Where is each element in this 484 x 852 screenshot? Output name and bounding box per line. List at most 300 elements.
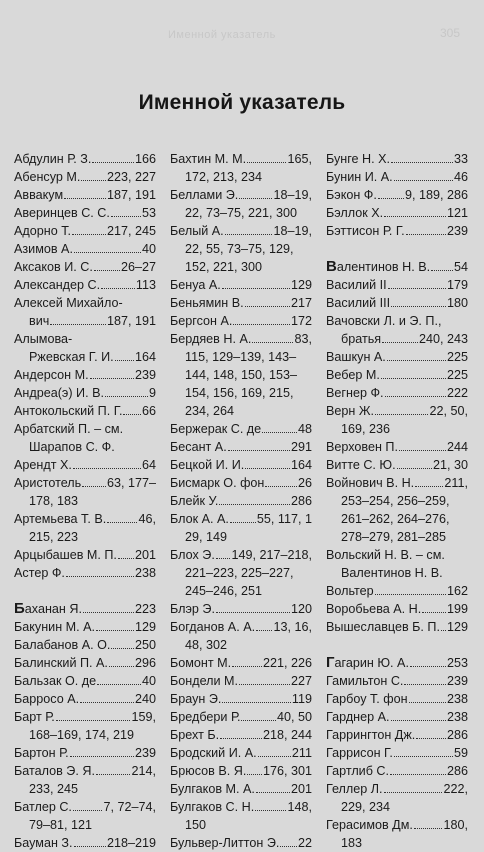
entry-continuation-line: [170, 384, 312, 402]
dot-leader: [56, 720, 131, 721]
index-entry: [14, 546, 156, 564]
page-numbers: 165,: [287, 152, 312, 166]
entry-text: Гарбоу Т. фон: [326, 692, 408, 706]
entry-text: Воробьева А. Н.: [326, 602, 422, 616]
page-numbers: 18–19,: [273, 188, 312, 202]
dot-leader: [73, 468, 141, 469]
entry-continuation-line: [170, 402, 312, 420]
dot-leader: [83, 612, 134, 613]
entry-text: Ржевская Г. И.: [29, 350, 114, 364]
entry-name-line: [170, 618, 312, 636]
page-numbers: 211: [291, 746, 312, 760]
index-entry: [170, 438, 312, 456]
entry-continuation-line: [326, 564, 468, 582]
entry-name-line: [326, 546, 468, 564]
page-numbers: 222: [446, 386, 468, 400]
bleed-through-header: Именной указатель: [168, 29, 276, 41]
entry-text: 22, 73–75, 221, 300: [185, 206, 298, 220]
index-entry: [14, 600, 156, 618]
index-entry: [14, 510, 156, 546]
page-numbers: 180: [446, 296, 468, 310]
page-numbers: 250: [134, 638, 156, 652]
page-numbers: 33: [453, 152, 468, 166]
entry-text: Белый А.: [170, 224, 224, 238]
page-numbers: 217, 245: [106, 224, 156, 238]
entry-continuation-line: [326, 834, 468, 852]
dot-leader: [381, 378, 446, 379]
entry-text: Богданов А. А.: [170, 620, 256, 634]
dot-leader: [441, 630, 446, 631]
entry-continuation-line: [14, 348, 156, 366]
entry-name-line: [14, 546, 156, 564]
entry-text: Бомонт М.: [170, 656, 232, 670]
dot-leader: [384, 792, 443, 793]
dot-leader: [375, 414, 428, 415]
entry-text: 233, 245: [29, 782, 79, 796]
entry-name-line: [170, 726, 312, 744]
dot-leader: [219, 504, 290, 505]
entry-text: Вачовски Л. и Э. П.,: [326, 314, 442, 328]
page-numbers: 240: [134, 692, 156, 706]
page-numbers: 238: [134, 566, 156, 580]
entry-continuation-line: [326, 798, 468, 816]
entry-text: Аверинцев С. С.: [14, 206, 110, 220]
index-entry: [326, 348, 468, 366]
entry-name-line: [14, 204, 156, 222]
index-entry: [14, 294, 156, 330]
bleed-through-page-number: 305: [440, 26, 461, 40]
entry-name-line: [326, 402, 468, 420]
entry-name-line: [170, 600, 312, 618]
entry-text: вич: [29, 314, 50, 328]
entry-name-line: [170, 330, 312, 348]
dot-leader: [239, 198, 272, 199]
entry-text: 245–246, 251: [185, 584, 263, 598]
dot-leader: [431, 270, 453, 271]
entry-continuation-line: [14, 312, 156, 330]
entry-text: Гартлиб С.: [326, 764, 390, 778]
dot-leader: [241, 720, 276, 721]
page-numbers: 239: [134, 368, 156, 382]
page-numbers: 46: [453, 170, 468, 184]
page-numbers: 239: [446, 674, 468, 688]
page-numbers: 129: [134, 620, 156, 634]
dot-leader: [111, 216, 141, 217]
entry-name-line: [14, 762, 156, 780]
entry-text: Бульвер-Литтон Э.: [170, 836, 280, 850]
dot-leader: [375, 594, 446, 595]
entry-continuation-line: [14, 438, 156, 456]
index-entry: [326, 474, 468, 546]
entry-name-line: [14, 708, 156, 726]
entry-text: 278–279, 281–285: [341, 530, 447, 544]
entry-name-line: [170, 546, 312, 564]
entry-continuation-line: [170, 636, 312, 654]
entry-text: 150: [185, 818, 207, 832]
entry-text: Беньямин В.: [170, 296, 244, 310]
page-numbers: 40, 50: [276, 710, 312, 724]
index-entry: [14, 330, 156, 366]
entry-name-line: [326, 222, 468, 240]
entry-name-line: [170, 420, 312, 438]
entry-name-line: [326, 204, 468, 222]
index-entry: [326, 276, 468, 294]
page-numbers: 214,: [131, 764, 156, 778]
index-entry: [326, 690, 468, 708]
entry-text: Бисмарк О. фон: [170, 476, 265, 490]
entry-name-line: [326, 600, 468, 618]
page-numbers: 149, 217–218,: [231, 548, 312, 562]
dot-leader: [388, 288, 446, 289]
entry-name-line: [14, 600, 156, 618]
page-numbers: 239: [134, 746, 156, 760]
entry-text: Балинский П. А.: [14, 656, 108, 670]
dot-leader: [230, 522, 256, 523]
entry-name-line: [170, 456, 312, 474]
index-entry: [326, 816, 468, 852]
dot-leader: [94, 270, 120, 271]
dot-leader: [115, 360, 134, 361]
entry-text: 154, 156, 169, 215,: [185, 386, 294, 400]
page-numbers: 40: [141, 242, 156, 256]
index-entry: [14, 420, 156, 456]
entry-continuation-line: [170, 564, 312, 582]
dot-leader: [245, 468, 290, 469]
entry-text: Бесант А.: [170, 440, 227, 454]
entry-name-line: [14, 186, 156, 204]
entry-name-line: [326, 294, 468, 312]
page-numbers: 244: [446, 440, 468, 454]
page-numbers: 26–27: [120, 260, 156, 274]
entry-text: Бенуа А.: [170, 278, 221, 292]
dot-leader: [64, 198, 106, 199]
index-entry: [170, 672, 312, 690]
page-numbers: 201: [134, 548, 156, 562]
index-entry: [14, 366, 156, 384]
entry-text: Барросо А.: [14, 692, 80, 706]
page-numbers: 227: [290, 674, 312, 688]
page-numbers: 211,: [444, 476, 468, 490]
entry-continuation-line: [170, 204, 312, 222]
index-entry: [326, 780, 468, 816]
entry-name-line: [14, 384, 156, 402]
entry-text: Бергсон А.: [170, 314, 233, 328]
entry-name-line: [170, 186, 312, 204]
index-entry: [170, 276, 312, 294]
entry-text: Александер С.: [14, 278, 101, 292]
dot-leader: [378, 198, 404, 199]
entry-continuation-line: [14, 780, 156, 798]
dot-leader: [70, 756, 134, 757]
page-numbers: 162: [446, 584, 468, 598]
dot-leader: [256, 630, 272, 631]
dot-leader: [416, 738, 446, 739]
entry-name-line: [14, 564, 156, 582]
page-numbers: 21, 30: [432, 458, 468, 472]
entry-name-line: [170, 672, 312, 690]
dot-leader: [255, 810, 286, 811]
dot-leader: [109, 666, 134, 667]
entry-text: Василий III: [326, 296, 391, 310]
index-entry: [326, 744, 468, 762]
entry-text: Блэр Э.: [170, 602, 215, 616]
entry-text: Булгаков М. А.: [170, 782, 255, 796]
index-entry: [170, 474, 312, 492]
entry-name-line: [14, 240, 156, 258]
dot-leader: [96, 630, 134, 631]
index-entry: [326, 726, 468, 744]
index-entry: [326, 204, 468, 222]
index-entry: [14, 150, 156, 168]
entry-name-line: [14, 420, 156, 438]
entry-text: Бондели М.: [170, 674, 239, 688]
index-entry: [14, 186, 156, 204]
entry-text: Аввакум: [14, 188, 64, 202]
page-numbers: 164: [290, 458, 312, 472]
entry-name-line: [326, 762, 468, 780]
entry-name-line: [170, 492, 312, 510]
index-entry: [170, 600, 312, 618]
page-numbers: 253: [446, 656, 468, 670]
entry-text: братья: [341, 332, 382, 346]
entry-continuation-line: [14, 528, 156, 546]
entry-text: Верховен П.: [326, 440, 398, 454]
dot-leader: [382, 342, 418, 343]
entry-name-line: [14, 456, 156, 474]
index-entry: [170, 744, 312, 762]
entry-continuation-line: [170, 168, 312, 186]
entry-text: Гамильтон С.: [326, 674, 404, 688]
entry-name-line: [326, 456, 468, 474]
dot-leader: [222, 702, 290, 703]
page-numbers: 159,: [131, 710, 156, 724]
page-numbers: 54: [453, 260, 468, 274]
index-entry: [14, 798, 156, 834]
index-entry: [170, 186, 312, 222]
page-numbers: 286: [290, 494, 312, 508]
index-entry: [14, 258, 156, 276]
entry-name-line: [326, 708, 468, 726]
dot-leader: [72, 234, 106, 235]
entry-text: 183: [341, 836, 363, 850]
entry-text: Вебер М.: [326, 368, 380, 382]
entry-name-line: [14, 402, 156, 420]
dot-leader: [105, 396, 148, 397]
entry-continuation-line: [170, 582, 312, 600]
index-entry: [14, 456, 156, 474]
entry-text: Андреа(э) И. В.: [14, 386, 104, 400]
entry-text: Гаррисон Г.: [326, 746, 393, 760]
page-numbers: 40: [141, 674, 156, 688]
entry-text: 168–169, 174, 219: [29, 728, 135, 742]
entry-text: Антокольский П. Г.: [14, 404, 123, 418]
index-column-2: [170, 150, 312, 852]
entry-text: Валентинов Н. В.: [341, 566, 443, 580]
entry-name-line: [326, 438, 468, 456]
entry-name-line: [326, 474, 468, 492]
entry-continuation-line: [170, 258, 312, 276]
index-entry: [170, 150, 312, 186]
page-numbers: 63, 177–: [106, 476, 156, 490]
dot-leader: [410, 666, 446, 667]
entry-text: 22, 55, 73–75, 129,: [185, 242, 294, 256]
page-numbers: 218–219: [106, 836, 156, 850]
page-numbers: 225: [446, 368, 468, 382]
entry-text: 144, 148, 150, 153–: [185, 368, 298, 382]
entry-name-line: [14, 258, 156, 276]
dot-leader: [384, 216, 446, 217]
entry-name-line: [326, 168, 468, 186]
dot-leader: [422, 612, 446, 613]
entry-name-line: [170, 276, 312, 294]
index-entry: [170, 762, 312, 780]
entry-name-line: [14, 366, 156, 384]
page-numbers: 9: [148, 386, 156, 400]
page-numbers: 64: [141, 458, 156, 472]
index-entry: [170, 834, 312, 852]
index-entry: [170, 294, 312, 312]
index-entry: [14, 402, 156, 420]
index-entry: [14, 708, 156, 744]
entry-text: Бартон Р.: [14, 746, 69, 760]
page-numbers: 180,: [443, 818, 468, 832]
page-numbers: 187, 191: [106, 314, 156, 328]
dot-leader: [404, 684, 446, 685]
dot-leader: [265, 486, 297, 487]
entry-text: Верн Ж.: [326, 404, 374, 418]
entry-text: Арбатский П. – см.: [14, 422, 124, 436]
entry-text: Вышеславцев Б. П.: [326, 620, 440, 634]
dot-leader: [225, 234, 273, 235]
entry-name-line: [170, 834, 312, 852]
dot-leader: [406, 234, 446, 235]
index-entry: [170, 312, 312, 330]
index-entry: [326, 150, 468, 168]
entry-name-line: [14, 798, 156, 816]
section-initial-letter: В: [326, 258, 337, 275]
index-entry: [170, 510, 312, 546]
entry-name-line: [326, 690, 468, 708]
entry-text: Браун Э.: [170, 692, 222, 706]
index-columns: [0, 150, 484, 850]
entry-text: Артемьева Т. В.: [14, 512, 107, 526]
entry-text: 253–254, 256–259,: [341, 494, 450, 508]
dot-leader: [90, 378, 134, 379]
entry-text: 234, 264: [185, 404, 235, 418]
entry-name-line: [326, 672, 468, 690]
entry-name-line: [170, 438, 312, 456]
entry-continuation-line: [326, 510, 468, 528]
entry-name-line: [170, 222, 312, 240]
dot-leader: [262, 432, 297, 433]
entry-name-line: [170, 690, 312, 708]
entry-text: Войнович В. Н.: [326, 476, 415, 490]
index-entry: [326, 582, 468, 600]
entry-continuation-line: [170, 240, 312, 258]
entry-name-line: [170, 312, 312, 330]
entry-text: Бэллок Х.: [326, 206, 384, 220]
entry-name-line: [170, 150, 312, 168]
entry-name-line: [14, 474, 156, 492]
entry-name-line: [326, 816, 468, 834]
page-numbers: 199: [446, 602, 468, 616]
entry-text: 215, 223: [29, 530, 79, 544]
index-entry: [326, 402, 468, 438]
page-numbers: 221, 226: [262, 656, 312, 670]
index-entry: [170, 222, 312, 276]
entry-text: Беллами Э.: [170, 188, 239, 202]
entry-text: Азимов А.: [14, 242, 73, 256]
page-numbers: 201: [290, 782, 312, 796]
entry-name-line: [170, 780, 312, 798]
entry-text: Блейк У.: [170, 494, 219, 508]
entry-text: 29, 149: [185, 530, 228, 544]
dot-leader: [97, 684, 141, 685]
dot-leader: [73, 810, 103, 811]
entry-text: Андерсон М.: [14, 368, 89, 382]
page-numbers: 129: [446, 620, 468, 634]
dot-leader: [222, 288, 290, 289]
entry-text: Гаррингтон Дж.: [326, 728, 416, 742]
page-numbers: 83,: [294, 332, 312, 346]
entry-name-line: [14, 654, 156, 672]
entry-text: Гарднер А.: [326, 710, 390, 724]
dot-leader: [216, 612, 290, 613]
index-entry: [326, 258, 468, 276]
index-entry: [326, 672, 468, 690]
index-entry: [326, 762, 468, 780]
entry-name-line: [14, 276, 156, 294]
index-entry: [14, 474, 156, 510]
index-entry: [326, 618, 468, 636]
dot-leader: [107, 522, 137, 523]
index-entry: [326, 312, 468, 348]
entry-text: Бродский И. А.: [170, 746, 257, 760]
index-column-1: [14, 150, 156, 852]
index-entry: [326, 168, 468, 186]
page-numbers: 120: [290, 602, 312, 616]
entry-name-line: [326, 744, 468, 762]
index-entry: [14, 690, 156, 708]
page-numbers: 164: [134, 350, 156, 364]
dot-leader: [232, 666, 262, 667]
index-entry: [326, 654, 468, 672]
entry-text: 178, 183: [29, 494, 79, 508]
index-entry: [170, 654, 312, 672]
index-entry: [14, 168, 156, 186]
index-entry: [14, 744, 156, 762]
entry-text: Бержерак С. де: [170, 422, 262, 436]
dot-leader: [216, 558, 231, 559]
page-numbers: 187, 191: [106, 188, 156, 202]
index-entry: [326, 366, 468, 384]
entry-text: Бунин И. А.: [326, 170, 393, 184]
page-numbers: 223, 227: [106, 170, 156, 184]
entry-name-line: [326, 384, 468, 402]
entry-continuation-line: [170, 366, 312, 384]
index-entry: [14, 636, 156, 654]
page-numbers: 22, 50,: [429, 404, 468, 418]
entry-name-line: [14, 330, 156, 348]
dot-leader: [252, 342, 293, 343]
entry-name-line: [326, 654, 468, 672]
dot-leader: [385, 396, 446, 397]
page-numbers: 239: [446, 224, 468, 238]
page-numbers: 22: [297, 836, 312, 850]
dot-leader: [387, 360, 446, 361]
page-numbers: 176, 301: [262, 764, 312, 778]
page-numbers: 223: [134, 602, 156, 616]
